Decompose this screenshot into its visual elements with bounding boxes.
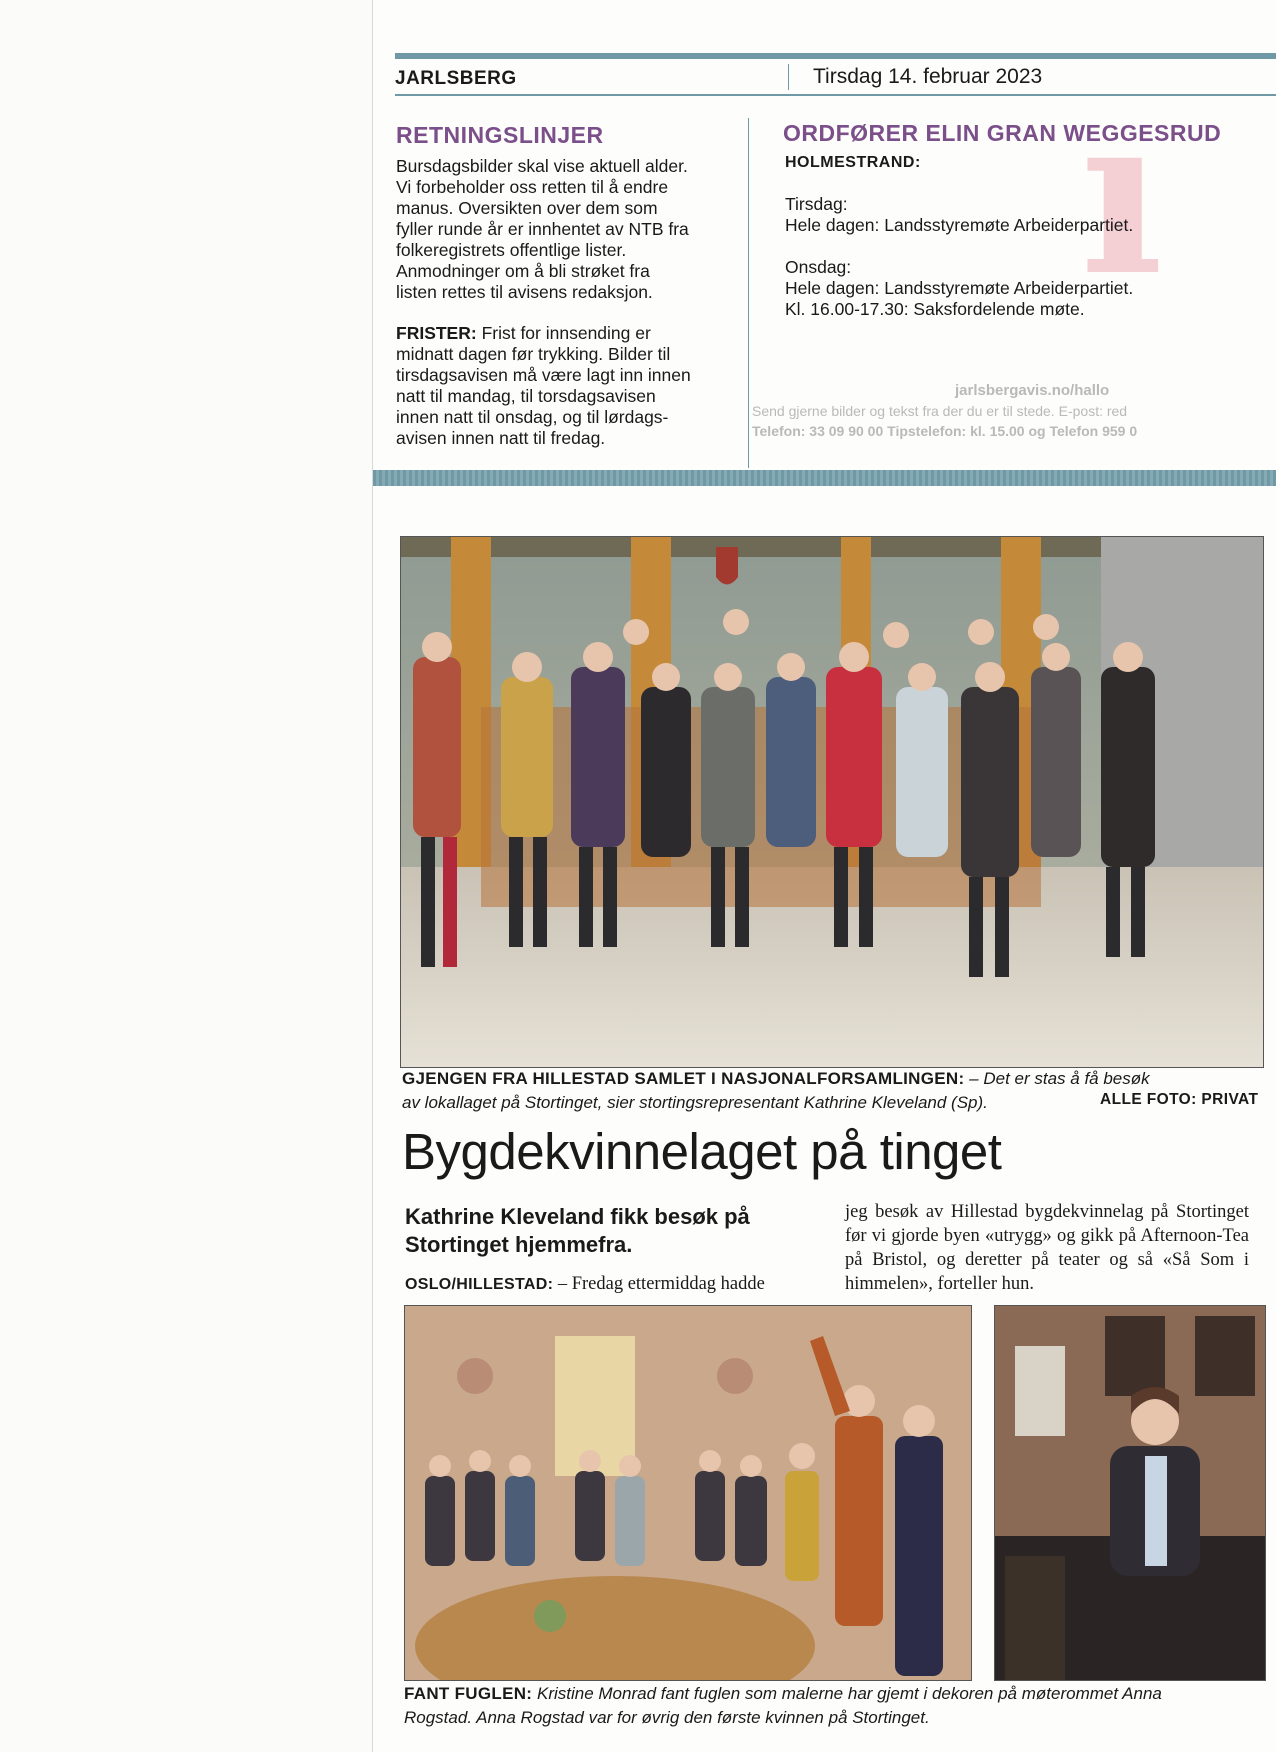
day-label: Onsdag:	[785, 257, 852, 277]
paper-name: JARLSBERG	[395, 68, 517, 89]
mayor-heading: ORDFØRER ELIN GRAN WEGGESRUD	[783, 120, 1222, 146]
text-line: innen natt til onsdag, og til lørdags-	[396, 407, 669, 427]
group-photo	[400, 536, 1264, 1068]
schedule-item: Hele dagen: Landsstyremøte Arbeiderpartiet.	[785, 215, 1134, 235]
coat-of-arms-icon	[716, 547, 738, 585]
masthead	[395, 60, 1276, 96]
bottom-photos-caption	[404, 1682, 1266, 1730]
text-line: manus. Oversikten over dem som	[396, 198, 658, 218]
group-photo-illustration	[401, 537, 1263, 1067]
bleed-through-line: Send gjerne bilder og tekst fra der du er til stede. E-post: red	[752, 403, 1128, 419]
section-divider-bar	[373, 470, 1276, 486]
photo-credit: ALLE FOTO: PRIVAT	[1100, 1091, 1259, 1108]
meeting-room-photo	[404, 1305, 972, 1681]
blank-margin	[0, 0, 372, 1752]
text-line: avisen innen natt til fredag.	[396, 428, 606, 448]
text-line: listen rettes til avisens redaksjon.	[396, 282, 653, 302]
text-line: Vi forbeholder oss retten til å endre	[396, 177, 669, 197]
mayor-place: HOLMESTRAND:	[785, 154, 921, 171]
mayor-schedule	[785, 152, 1235, 320]
article-dateline: OSLO/HILLESTAD:	[405, 1276, 554, 1293]
schedule-item: Hele dagen: Landsstyremøte Arbeiderpartiet.	[785, 278, 1134, 298]
masthead-divider	[788, 64, 789, 90]
caption-text: av lokallaget på Stortinget, sier stortingsrepresentant Kathrine Kleveland (Sp).	[402, 1093, 988, 1112]
text-line: natt til mandag, til torsdagsavisen	[396, 386, 656, 406]
article-body-col1	[405, 1272, 821, 1297]
meeting-room-illustration	[405, 1306, 971, 1680]
text-line: midnatt dagen før trykking. Bilder til	[396, 344, 671, 364]
text-line: Frist for innsending er	[476, 323, 651, 343]
masthead-rule	[395, 53, 1276, 59]
bleed-through-line: Telefon: 33 09 90 00 Tipstelefon: kl. 15.00 og Telefon 959 0	[752, 423, 1138, 439]
day-label: Tirsdag:	[785, 194, 848, 214]
guidelines-heading: RETNINGSLINJER	[396, 122, 604, 148]
bleed-through-line: jarlsbergavis.no/hallo	[955, 382, 1110, 399]
caption-text: Rogstad. Anna Rogstad var for øvrig den første kvinnen på Stortinget.	[404, 1708, 930, 1727]
text-line: tirsdagsavisen må være lagt inn innen	[396, 365, 691, 385]
issue-date: Tirsdag 14. februar 2023	[813, 65, 1043, 88]
article-headline: Bygdekvinnelaget på tinget	[402, 1123, 1002, 1180]
text-line: Bursdagsbilder skal vise aktuell alder.	[396, 156, 688, 176]
portrait-photo	[994, 1305, 1266, 1681]
caption-text: Kristine Monrad fant fuglen som malerne har gjemt i dekoren på møterommet Anna	[532, 1684, 1162, 1703]
deadlines-label: FRISTER:	[396, 323, 477, 343]
portrait-illustration	[995, 1306, 1265, 1680]
caption-lead: FANT FUGLEN:	[404, 1684, 533, 1703]
caption-lead: GJENGEN FRA HILLESTAD SAMLET I NASJONALFORSAMLINGEN:	[402, 1069, 965, 1088]
text-line: folkeregistrets offentlige lister.	[396, 240, 627, 260]
article-ingress: Kathrine Kleveland fikk besøk på Stortinget hjemmefra.	[405, 1204, 750, 1257]
deadlines-text	[396, 323, 726, 449]
text-line: Anmodninger om å bli strøket fra	[396, 261, 650, 281]
bleed-through-letters: ı	[1080, 65, 1164, 324]
caption-text: – Det er stas å få besøk	[964, 1069, 1150, 1088]
text-line: fyller runde år er innhentet av NTB fra	[396, 219, 689, 239]
article-text: – Fredag ettermiddag hadde	[553, 1274, 765, 1294]
article-body-col2: jeg besøk av Hillestad bygdekvinnelag på Stortinget før vi gjorde byen «utrygg» og gikk på Afternoon-Tea på Bristol, og deretter på teater og så «Så Som i himmelen», forteller hun.	[845, 1202, 1249, 1294]
schedule-item: Kl. 16.00-17.30: Saksfordelende møte.	[785, 299, 1085, 319]
guidelines-text	[396, 156, 716, 303]
column-divider	[748, 118, 749, 468]
flower-bowl-icon	[534, 1600, 566, 1632]
